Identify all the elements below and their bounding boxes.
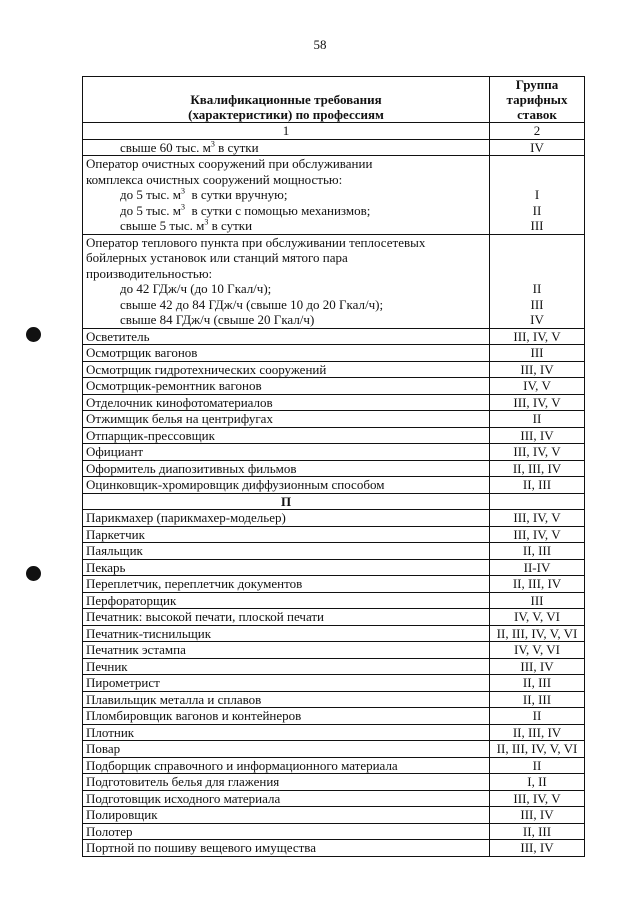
profession-name: Подготовитель белья для глажения bbox=[83, 774, 490, 791]
profession-name: Печатник: высокой печати, плоской печати bbox=[83, 609, 490, 626]
requirement-line: комплекса очистных сооружений мощностью: bbox=[86, 171, 343, 187]
table-row bbox=[83, 427, 585, 444]
column-number-2: 2 bbox=[490, 123, 585, 140]
table-row bbox=[83, 724, 585, 741]
section-empty-cell bbox=[490, 493, 585, 510]
requirement-line: до 42 ГДж/ч (до 10 Гкал/ч); bbox=[120, 281, 272, 296]
table-row bbox=[83, 609, 585, 626]
requirement-cell bbox=[83, 139, 490, 156]
column-number-row bbox=[83, 123, 585, 140]
table-row bbox=[83, 460, 585, 477]
table-row bbox=[83, 361, 585, 378]
profession-name: Плавильщик металла и сплавов bbox=[83, 691, 490, 708]
table-row bbox=[83, 823, 585, 840]
profession-name: Отделочник кинофотоматериалов bbox=[83, 394, 490, 411]
profession-name: Повар bbox=[83, 741, 490, 758]
group-value bbox=[493, 172, 581, 188]
profession-name: Переплетчик, переплетчик документов bbox=[83, 576, 490, 593]
profession-name: Осмотрщик гидротехнических сооружений bbox=[83, 361, 490, 378]
table-row bbox=[83, 741, 585, 758]
requirement-line: свыше 84 ГДж/ч (свыше 20 Гкал/ч) bbox=[120, 312, 315, 327]
group-value: II, III, IV, V, VI bbox=[490, 625, 585, 642]
profession-name: Подготовщик исходного материала bbox=[83, 790, 490, 807]
profession-name: Пломбировщик вагонов и контейнеров bbox=[83, 708, 490, 725]
section-row bbox=[83, 493, 585, 510]
table-row bbox=[83, 774, 585, 791]
profession-name: Печатник эстампа bbox=[83, 642, 490, 659]
requirement-line: свыше 5 тыс. $м^3$ в сутки bbox=[120, 217, 253, 233]
header-requirements: Квалификационные требования (характеристики) по профессиям bbox=[83, 77, 490, 123]
profession-name: Отпарщик-прессовщик bbox=[83, 427, 490, 444]
profession-name: Оформитель диапозитивных фильмов bbox=[83, 460, 490, 477]
group-cell bbox=[490, 234, 585, 328]
group-value: II, III, IV bbox=[490, 576, 585, 593]
group-value: IV bbox=[530, 312, 544, 327]
group-value: II-IV bbox=[490, 559, 585, 576]
requirement-line: Оператор очистных сооружений при обслуживании bbox=[86, 156, 373, 171]
group-value: IV, V, VI bbox=[490, 609, 585, 626]
profession-name: Портной по пошиву вещевого имущества bbox=[83, 840, 490, 857]
table-row bbox=[83, 840, 585, 857]
group-value: II, III, IV bbox=[490, 460, 585, 477]
table-row bbox=[83, 592, 585, 609]
profession-name: Оцинковщик-хромировщик диффузионным способом bbox=[83, 477, 490, 494]
binder-hole-mark bbox=[26, 566, 41, 581]
table-row bbox=[83, 526, 585, 543]
profession-name: Паркетчик bbox=[83, 526, 490, 543]
requirement-line: Оператор теплового пункта при обслуживании теплосетевых bbox=[86, 234, 426, 250]
table-row bbox=[83, 510, 585, 527]
profession-name: Пекарь bbox=[83, 559, 490, 576]
profession-name: Печатник-тиснильщик bbox=[83, 625, 490, 642]
group-value: II, III, IV bbox=[490, 724, 585, 741]
profession-name: Официант bbox=[83, 444, 490, 461]
profession-name: Плотник bbox=[83, 724, 490, 741]
group-value: III bbox=[530, 296, 544, 312]
group-value bbox=[493, 156, 581, 172]
group-value: III, IV bbox=[490, 807, 585, 824]
profession-name: Отжимщик белья на центрифугах bbox=[83, 411, 490, 428]
table-row bbox=[83, 757, 585, 774]
group-value: III, IV, V bbox=[490, 526, 585, 543]
table-row bbox=[83, 411, 585, 428]
table-row bbox=[83, 708, 585, 725]
group-value: III, IV bbox=[490, 840, 585, 857]
group-value: II, III bbox=[490, 823, 585, 840]
requirement-cell bbox=[83, 156, 490, 235]
table-row bbox=[83, 658, 585, 675]
group-value: III, IV, V bbox=[490, 328, 585, 345]
requirement-line: до 5 тыс. $м^3$ в сутки вручную; bbox=[120, 186, 288, 202]
group-value: III, IV, V bbox=[490, 394, 585, 411]
table-row bbox=[83, 328, 585, 345]
table-header-row bbox=[83, 77, 585, 123]
table-row bbox=[83, 807, 585, 824]
profession-name: Осветитель bbox=[83, 328, 490, 345]
table-row bbox=[83, 790, 585, 807]
group-value: III bbox=[490, 592, 585, 609]
profession-name: Печник bbox=[83, 658, 490, 675]
group-cell bbox=[490, 139, 585, 156]
group-value: III, IV, V bbox=[490, 444, 585, 461]
group-value: I, II bbox=[490, 774, 585, 791]
group-value: III bbox=[530, 218, 544, 233]
profession-name: Подборщик справочного и информационного материала bbox=[83, 757, 490, 774]
table-row bbox=[83, 576, 585, 593]
table-row bbox=[83, 625, 585, 642]
requirement-line: бойлерных установок или станций мятого пара bbox=[86, 250, 348, 265]
group-value: II bbox=[490, 757, 585, 774]
group-value: III, IV bbox=[490, 361, 585, 378]
group-value: II bbox=[490, 411, 585, 428]
group-value: IV, V bbox=[490, 378, 585, 395]
group-value: II bbox=[532, 202, 542, 218]
group-value: II, III bbox=[490, 543, 585, 560]
group-value: II bbox=[490, 708, 585, 725]
table-row bbox=[83, 559, 585, 576]
table-row bbox=[83, 642, 585, 659]
column-number-1: 1 bbox=[83, 123, 490, 140]
profession-name: Паяльщик bbox=[83, 543, 490, 560]
table-row bbox=[83, 378, 585, 395]
group-value: III, IV bbox=[490, 427, 585, 444]
group-value: II bbox=[532, 281, 542, 296]
table-row bbox=[83, 234, 585, 328]
group-value bbox=[493, 235, 581, 251]
binder-hole-mark bbox=[26, 327, 41, 342]
group-value: II, III, IV, V, VI bbox=[490, 741, 585, 758]
requirement-cell bbox=[83, 234, 490, 328]
table-row bbox=[83, 543, 585, 560]
requirement-line: свыше 42 до 84 ГДж/ч (свыше 10 до 20 Гкал/ч); bbox=[120, 296, 384, 312]
page-number: 58 bbox=[313, 37, 327, 52]
requirement-line: свыше 60 тыс. $м^3$ в сутки bbox=[120, 139, 259, 155]
group-value: IV bbox=[530, 139, 544, 155]
group-value: II, III bbox=[490, 675, 585, 692]
profession-name: Перфораторщик bbox=[83, 592, 490, 609]
profession-name: Полировщик bbox=[83, 807, 490, 824]
requirement-line: производительностью: bbox=[86, 265, 213, 281]
table-row bbox=[83, 444, 585, 461]
profession-name: Осмотрщик вагонов bbox=[83, 345, 490, 362]
profession-name: Осмотрщик-ремонтник вагонов bbox=[83, 378, 490, 395]
table-row bbox=[83, 139, 585, 156]
group-value bbox=[493, 250, 581, 266]
table-row bbox=[83, 477, 585, 494]
qualification-table bbox=[82, 76, 585, 857]
requirement-line: до 5 тыс. $м^3$ в сутки с помощью механизмов; bbox=[120, 202, 371, 218]
table-row bbox=[83, 675, 585, 692]
profession-name: Парикмахер (парикмахер-модельер) bbox=[83, 510, 490, 527]
group-value: III, IV, V bbox=[490, 510, 585, 527]
group-value: III, IV, V bbox=[490, 790, 585, 807]
group-value: III, IV bbox=[490, 658, 585, 675]
group-value: I bbox=[534, 187, 540, 202]
group-value: III bbox=[490, 345, 585, 362]
table-body bbox=[83, 123, 585, 857]
table-row bbox=[83, 691, 585, 708]
table-row bbox=[83, 156, 585, 235]
profession-name: Пирометрист bbox=[83, 675, 490, 692]
group-value: IV, V, VI bbox=[490, 642, 585, 659]
table-row bbox=[83, 394, 585, 411]
profession-name: Полотер bbox=[83, 823, 490, 840]
table-row bbox=[83, 345, 585, 362]
section-letter: П bbox=[83, 493, 490, 510]
group-value: II, III bbox=[490, 691, 585, 708]
header-tariff-group: Группа тарифных ставок bbox=[490, 77, 585, 123]
group-value: II, III bbox=[490, 477, 585, 494]
group-cell bbox=[490, 156, 585, 235]
group-value bbox=[493, 266, 581, 282]
